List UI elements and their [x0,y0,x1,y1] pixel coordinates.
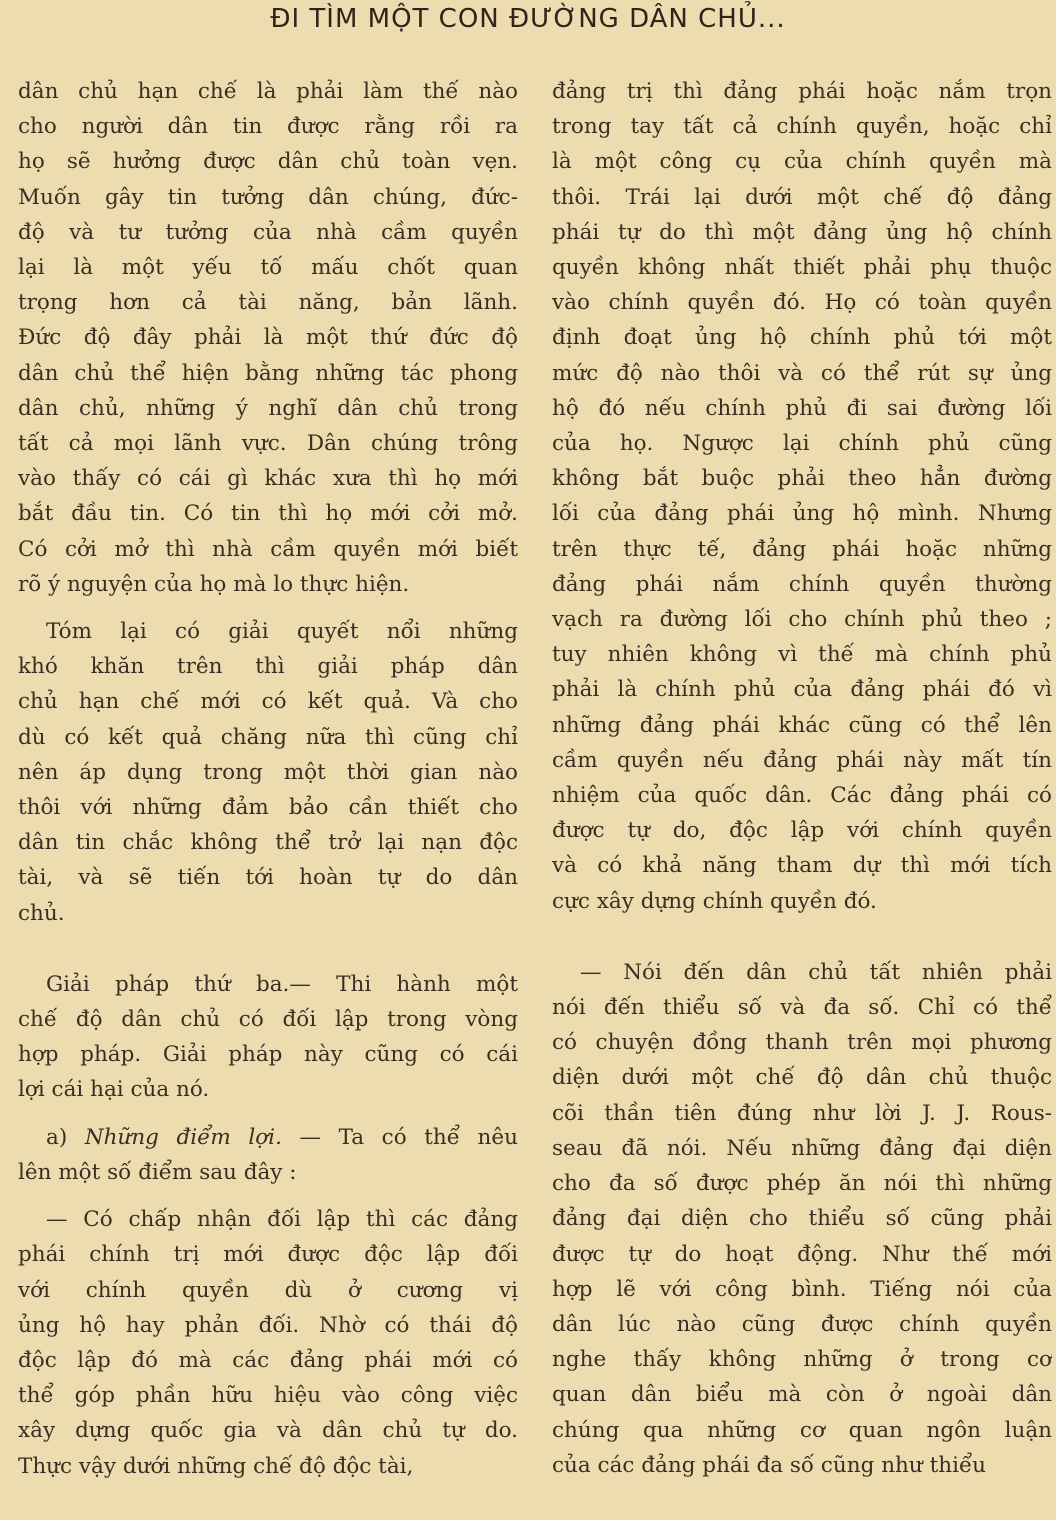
running-header: ĐI TÌM MỘT CON ĐƯỜNG DÂN CHỦ... [270,4,786,34]
text-line: là một công cụ của chính quyền mà [552,149,1052,175]
text-line: dân tin chắc không thể trở lại nạn độc [18,830,518,856]
text-line: bắt đầu tin. Có tin thì họ mới cởi mở. [18,501,518,527]
paragraph-advantages: a) Những điểm lợi. — Ta có thể nêu lên một số điểm sau đây : [18,1120,518,1190]
text-line: tất cả mọi lãnh vực. Dân chúng trông [18,431,518,457]
text-line: dân lúc nào cũng được chính quyền [552,1311,1052,1337]
text-line: được tự do hoạt động. Như thế mới [552,1241,1052,1267]
text-line: và có khả năng tham dự thì mới tích [552,853,1052,879]
text-line: mức độ nào thôi và có thể rút sự ủng [552,360,1052,386]
paragraph-democracy-limited [18,74,518,602]
text-line: tuy nhiên không vì thế mà chính phủ [552,642,1052,668]
text-line: được tự do, độc lập với chính quyền [552,818,1052,844]
text-line: với chính quyền dù ở cương vị [18,1277,518,1303]
text-line: thể góp phần hữu hiệu vào công việc [18,1383,518,1409]
text-line: dân chủ hạn chế là phải làm thế nào [18,79,518,104]
text-line: thôi với những đảm bảo cần thiết cho [18,795,518,821]
paragraph-opposition [18,1202,518,1484]
text-line: seau đã nói. Nếu những đảng đại diện [552,1135,1052,1161]
text-line: — Có chấp nhận đối lập thì các đảng [46,1207,518,1233]
right-column [552,74,1052,1483]
text-line: dân chủ, những ý nghĩ dân chủ trong [18,395,518,421]
paragraph-party-rule [552,74,1052,919]
text-line: ủng hộ hay phản đối. Nhờ có thái độ [18,1312,518,1338]
text-line: phái chính trị mới được độc lập đối [18,1242,518,1268]
text-line: nên áp dụng trong một thời gian nào [18,759,518,785]
text-line: đảng phái nắm chính quyền thường [552,571,1052,597]
text-line: Tóm lại có giải quyết nổi những [46,619,518,645]
text-line: dân chủ thể hiện bằng những tác phong [18,360,518,386]
text-line: quyền không nhất thiết phải phụ thuộc [552,255,1052,281]
text-line: lợi cái hại của nó. [18,1077,210,1103]
text-line: Muốn gây tin tưởng dân chúng, đức- [18,184,518,210]
paragraph-third-solution [18,967,518,1108]
text-line: của họ. Ngược lại chính phủ cũng [552,431,1052,457]
text-line: Giải pháp thứ ba.— Thi hành một [46,971,518,997]
advantages-heading: Những điểm lợi. [84,1124,282,1150]
text-line: định đoạt ủng hộ chính phủ tới một [552,325,1052,351]
text-line: họ sẽ hưởng được dân chủ toàn vẹn. [18,149,518,175]
text-line: xây dựng quốc gia và dân chủ tự do. [18,1418,518,1444]
text-line: độ và tư tưởng của nhà cầm quyền [18,219,518,245]
text-line: cầm quyền nếu đảng phái này mất tín [552,747,1052,773]
text-line: những đảng phái khác cũng có thể lên [552,712,1052,738]
text-line: diện dưới một chế độ dân chủ thuộc [552,1065,1052,1091]
text-line: chủ. [18,900,65,926]
text-line: trọng hơn cả tài năng, bản lãnh. [18,290,518,316]
text-line: phái tự do thì một đảng ủng hộ chính [552,219,1052,245]
text-line: vào thấy có cái gì khác xưa thì họ mới [18,466,518,492]
text-line: chế độ dân chủ có đối lập trong vòng [18,1007,518,1033]
text-line: quan dân biểu mà còn ở ngoài dân [552,1382,1052,1408]
text-line: lại là một yếu tố mấu chốt quan [18,255,518,281]
text-line: thôi. Trái lại dưới một chế độ đảng [552,184,1052,210]
text-line: hợp lẽ với công bình. Tiếng nói của [552,1276,1052,1302]
text-line: tài, và sẽ tiến tới hoàn tự do dân [18,865,518,891]
text-line: chủ hạn chế mới có kết quả. Và cho [18,689,518,715]
text-line: không bắt buộc phải theo hẳn đường [552,466,1052,492]
advantages-heading-line: a) Những điểm lợi. — Ta có thể nêu [46,1124,518,1150]
paragraph-summary [18,614,518,931]
text-line: lối của đảng phái ủng hộ mình. Nhưng [552,501,1052,527]
text-line: rõ ý nguyện của họ mà lo thực hiện. [18,571,410,597]
text-line: đảng trị thì đảng phái hoặc nắm trọn [552,79,1052,104]
text-line: có chuyện đồng thanh trên mọi phương [552,1030,1052,1056]
text-line: dù có kết quả chăng nữa thì cũng chỉ [18,724,518,750]
text-line: nói đến thiểu số và đa số. Chỉ có thể [552,995,1052,1021]
text-line: hộ đó nếu chính phủ đi sai đường lối [552,395,1052,421]
text-line: nghe thấy không những ở trong cơ [552,1347,1052,1373]
text-line: vào chính quyền đó. Họ có toàn quyền [552,290,1052,316]
text-line: khó khăn trên thì giải pháp dân [18,654,518,680]
text-line: phải là chính phủ của đảng phái đó vì [552,677,1052,703]
text-line: nhiệm của quốc dân. Các đảng phái có [552,783,1052,809]
paragraph-majority-minority [552,955,1052,1483]
text-line: của các đảng phái đa số cũng như thiểu [552,1452,987,1478]
text-line: vạch ra đường lối cho chính phủ theo ; [552,607,1052,633]
text-line: cho đa số được phép ăn nói thì những [552,1171,1052,1197]
text-line: trong tay tất cả chính quyền, hoặc chỉ [552,114,1052,140]
text-line: Có cởi mở thì nhà cầm quyền mới biết [18,536,518,562]
text-line: độc lập đó mà các đảng phái mới có [18,1347,518,1373]
text-line: Thực vậy dưới những chế độ độc tài, [18,1453,414,1479]
text-line: cho người dân tin được rằng rồi ra [18,114,518,140]
text-line: cõi thần tiên đúng như lời J. J. Rous- [552,1100,1052,1126]
text-line: trên thực tế, đảng phái hoặc những [552,536,1052,562]
text-line: — Nói đến dân chủ tất nhiên phải [580,959,1052,985]
text-line: hợp pháp. Giải pháp này cũng có cái [18,1042,518,1068]
text-line: Đức độ đây phải là một thứ đức độ [18,325,518,351]
left-column [18,74,518,1484]
text-line: chúng qua những cơ quan ngôn luận [552,1417,1052,1443]
text-line: đảng đại diện cho thiểu số cũng phải [552,1206,1052,1232]
text-line: cực xây dựng chính quyền đó. [552,888,877,914]
